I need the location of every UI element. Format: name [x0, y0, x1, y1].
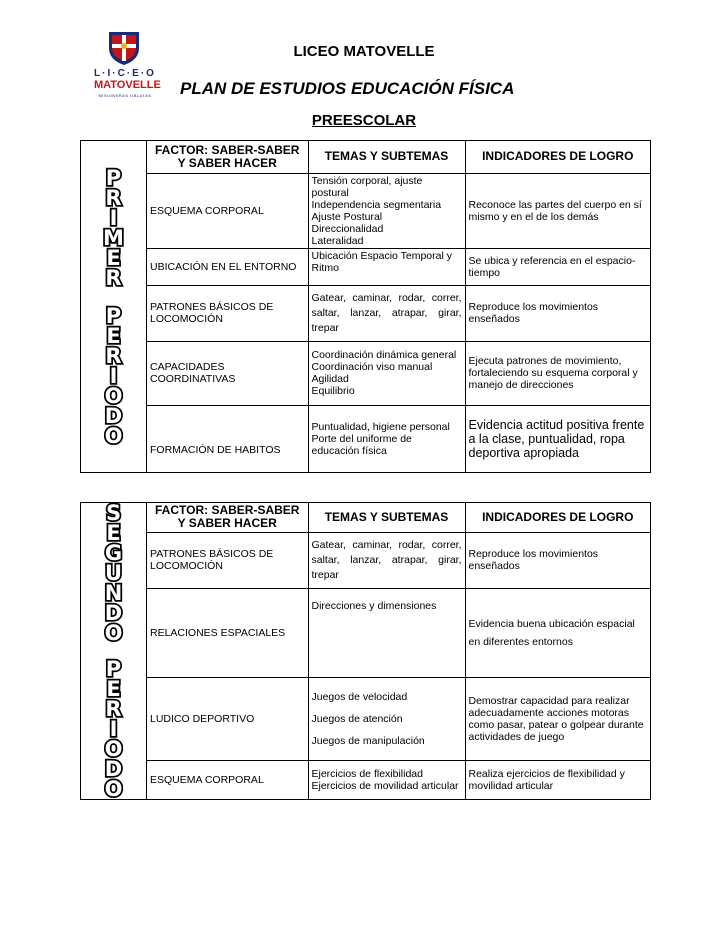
periodo1-label-letter: P — [105, 303, 122, 328]
tema-item: Juegos de atención — [311, 712, 403, 725]
col-header-factor: FACTOR: SABER-SABER Y SABER HACER — [147, 141, 308, 173]
tema-item: Ejercicios de flexibilidad — [311, 767, 423, 780]
table-row — [147, 760, 650, 799]
factor-cell: CAPACIDADES COORDINATIVAS — [147, 341, 308, 405]
temas-cell — [308, 405, 465, 473]
col-header-indicadores: INDICADORES DE LOGRO — [465, 141, 650, 173]
periodo2-table — [147, 503, 650, 799]
factor-cell: UBICACIÓN EN EL ENTORNO — [147, 248, 308, 285]
temas-cell: Ubicación Espacio Temporal y Ritmo — [308, 248, 465, 285]
factor-cell: PATRONES BÁSICOS DE LOCOMOCIÓN — [147, 285, 308, 341]
table-row — [147, 248, 650, 285]
temas-cell: Gatear, caminar, rodar, correr, saltar, lanzar, atrapar, girar, trepar — [308, 285, 465, 341]
tema-item: Tensión corporal, ajuste postural — [311, 174, 423, 199]
periodo1-label-letter: R — [105, 185, 122, 210]
periodo1-label-letter: P — [105, 165, 122, 190]
periodo2-label-letter: O — [104, 737, 123, 761]
periodo1-label-letter: O — [104, 423, 123, 448]
periodo1-label-letter: R — [105, 265, 122, 290]
level-title-text: PREESCOLAR — [311, 112, 417, 129]
indicador-cell: Evidencia buena ubicación espacial en diferentes entornos — [465, 588, 650, 677]
school-logo — [94, 30, 161, 102]
periodo2-label-letter: E — [106, 521, 121, 545]
table-header-row — [147, 141, 650, 173]
tema-item: Lateralidad — [311, 234, 364, 247]
col-header-temas: TEMAS Y SUBTEMAS — [308, 503, 465, 532]
indicador-cell: Reconoce las partes del cuerpo en sí mismo y en el de los demás — [465, 173, 650, 248]
table-row — [147, 405, 650, 473]
periodo2-label-letter: U — [104, 561, 123, 585]
tema-item: Juegos de velocidad — [311, 690, 408, 703]
tema-item: Porte del uniforme de educación física — [311, 433, 412, 458]
temas-cell — [308, 173, 465, 248]
table-row — [147, 532, 650, 588]
temas-cell — [308, 677, 465, 760]
periodo1-label — [81, 141, 147, 472]
table-row — [147, 341, 650, 405]
table-header-row — [147, 503, 650, 532]
indicador-cell: Ejecuta patrones de movimiento, fortaleciendo su esquema corporal y manejo de direcciones — [465, 341, 650, 405]
logo-text-liceo: L·I·C·E·O — [94, 68, 156, 79]
indicador-cell: Se ubica y referencia en el espacio-tiempo — [465, 248, 650, 285]
periodo2-label-letter: S — [105, 501, 122, 525]
tema-item: Coordinación dinámica general — [311, 349, 457, 361]
table-row — [147, 285, 650, 341]
periodo2-label-letter: O — [104, 621, 123, 645]
temas-cell — [308, 341, 465, 405]
factor-cell: LUDICO DEPORTIVO — [147, 677, 308, 760]
logo-text-motto: MISIONERAS OBLATAS — [98, 93, 152, 98]
periodo1-label-letter: I — [109, 205, 118, 230]
indicador-cell: Realiza ejercicios de flexibilidad y movilidad articular — [465, 760, 650, 799]
factor-cell: FORMACIÓN DE HABITOS — [147, 405, 308, 473]
periodo2-label-letter: I — [109, 717, 118, 741]
factor-cell: RELACIONES ESPACIALES — [147, 588, 308, 677]
indicador-cell: Demostrar capacidad para realizar adecuadamente acciones motoras como pasar, patear o golpear durante actividades de juego — [465, 677, 650, 760]
temas-cell: Gatear, caminar, rodar, correr, saltar, lanzar, atrapar, girar, trepar — [308, 532, 465, 588]
plan-title: PLAN DE ESTUDIOS EDUCACIÓN FÍSICA — [180, 79, 515, 98]
tema-item: Puntualidad, higiene personal — [311, 421, 450, 434]
col-header-temas: TEMAS Y SUBTEMAS — [308, 141, 465, 173]
periodo2-label-letter: D — [104, 757, 123, 781]
col-header-indicadores: INDICADORES DE LOGRO — [465, 503, 650, 532]
periodo1-label-letter: D — [104, 403, 123, 428]
indicador-cell: Reproduce los movimientos enseñados — [465, 532, 650, 588]
periodo2-block — [80, 502, 651, 800]
periodo1-label-letter: E — [106, 323, 121, 348]
table-row — [147, 173, 650, 248]
factor-cell: PATRONES BÁSICOS DE LOCOMOCIÓN — [147, 532, 308, 588]
tema-item: Ajuste Postural — [311, 210, 383, 223]
periodo2-label-letter: O — [104, 777, 123, 801]
tema-item: Agilidad — [311, 373, 349, 385]
factor-cell: ESQUEMA CORPORAL — [147, 173, 308, 248]
logo-text-matovelle: MATOVELLE — [94, 79, 161, 91]
tema-item: Independencia segmentaria — [311, 198, 442, 211]
periodo2-label-letter: G — [104, 541, 123, 565]
table-row — [147, 677, 650, 760]
periodo1-label-letter: O — [104, 383, 123, 408]
indicador-cell: Reproduce los movimientos enseñados — [465, 285, 650, 341]
periodo1-label-letter: E — [106, 245, 121, 270]
periodo2-label — [81, 503, 147, 799]
periodo2-label-letter: N — [104, 581, 123, 605]
factor-cell: ESQUEMA CORPORAL — [147, 760, 308, 799]
periodo2-label-letter: D — [104, 601, 123, 625]
periodo1-label-letter: R — [105, 343, 122, 368]
table-row — [147, 588, 650, 677]
periodo2-label-letter: P — [105, 657, 122, 681]
periodo1-block — [80, 140, 651, 473]
periodo1-label-letter: I — [109, 363, 118, 388]
periodo2-label-letter: R — [105, 697, 122, 721]
temas-cell — [308, 760, 465, 799]
school-title: LICEO MATOVELLE — [293, 43, 435, 60]
periodo1-table — [147, 141, 650, 473]
level-title — [0, 112, 728, 129]
col-header-factor: FACTOR: SABER-SABER Y SABER HACER — [147, 503, 308, 532]
temas-cell: Direcciones y dimensiones — [308, 588, 465, 677]
periodo2-label-letter: E — [106, 677, 121, 701]
tema-item: Coordinación viso manual — [311, 361, 433, 373]
tema-item: Equilibrio — [311, 385, 355, 397]
tema-item: Direccionalidad — [311, 222, 384, 235]
indicador-cell: Evidencia actitud positiva frente a la clase, puntualidad, ropa deportiva apropiada — [465, 405, 650, 473]
tema-item: Juegos de manipulación — [311, 734, 425, 747]
tema-item: Ejercicios de movilidad articular — [311, 779, 459, 792]
periodo1-label-letter: M — [103, 225, 124, 250]
